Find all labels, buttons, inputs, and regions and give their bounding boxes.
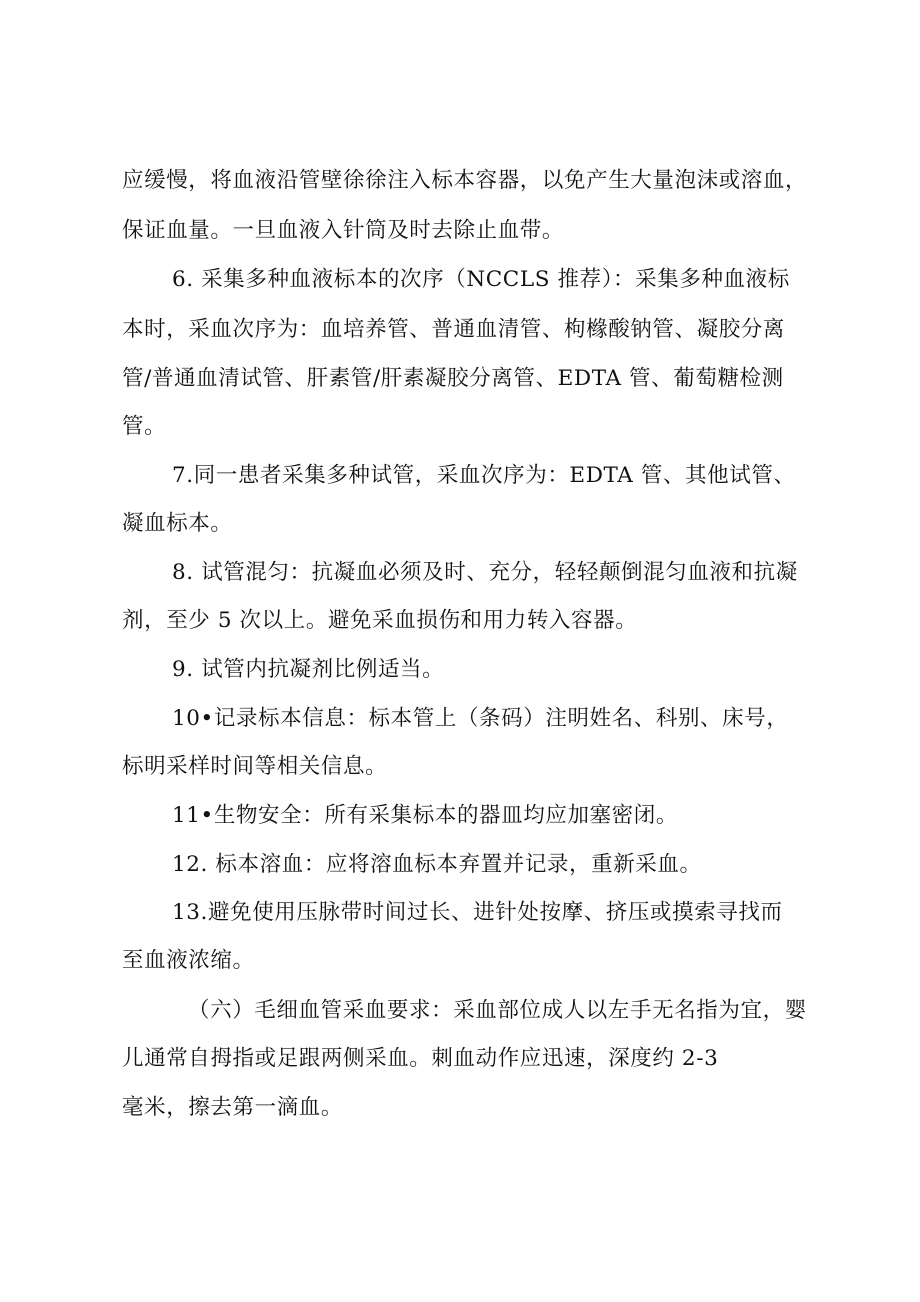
item-6-line-4: 管。 — [122, 414, 167, 439]
item-9-line-1: 9. 试管内抗凝剂比例适当。 — [172, 657, 445, 682]
section-6-line-3: 毫米，擦去第一滴血。 — [122, 1095, 344, 1120]
item-12-line-1: 12. 标本溶血：应将溶血标本弃置并记录，重新采血。 — [172, 852, 702, 877]
item-13-line-1: 13.避免使用压脉带时间过长、进针处按摩、挤压或摸索寻找而 — [172, 900, 783, 925]
section-6-line-2: 儿通常自拇指或足跟两侧采血。刺血动作应迅速，深度约 2-3 — [122, 1046, 719, 1071]
item-6-line-1: 6. 采集多种血液标本的次序（NCCLS 推荐）：采集多种血液标 — [172, 267, 790, 292]
item-10-line-1: 10•记录标本信息：标本管上（条码）注明姓名、科别、床号， — [172, 706, 789, 731]
text-line-1: 应缓慢，将血液沿管壁徐徐注入标本容器，以免产生大量泡沫或溶血， — [122, 168, 808, 193]
item-13-line-2: 至血液浓缩。 — [122, 948, 255, 973]
item-7-line-1: 7.同一患者采集多种试管，采血次序为：EDTA 管、其他试管、 — [172, 463, 796, 488]
item-6-line-2: 本时，采血次序为：血培养管、普通血清管、枸橼酸钠管、凝胶分离 — [122, 317, 786, 342]
item-11-line-1: 11•生物安全：所有采集标本的器皿均应加塞密闭。 — [172, 803, 678, 828]
item-6-line-3: 管/普通血清试管、肝素管/肝素凝胶分离管、EDTA 管、葡萄糖检测 — [122, 366, 784, 391]
item-10-line-2: 标明采样时间等相关信息。 — [122, 754, 388, 779]
text-line-2: 保证血量。一旦血液入针筒及时去除止血带。 — [122, 218, 565, 243]
item-8-line-2: 剂，至少 5 次以上。避免采血损伤和用力转入容器。 — [122, 608, 638, 633]
item-7-line-2: 凝血标本。 — [122, 511, 233, 536]
item-8-line-1: 8. 试管混匀：抗凝血必须及时、充分，轻轻颠倒混匀血液和抗凝 — [172, 560, 798, 585]
section-6-line-1: （六）毛细血管采血要求：采血部位成人以左手无名指为宜，婴 — [188, 998, 807, 1023]
